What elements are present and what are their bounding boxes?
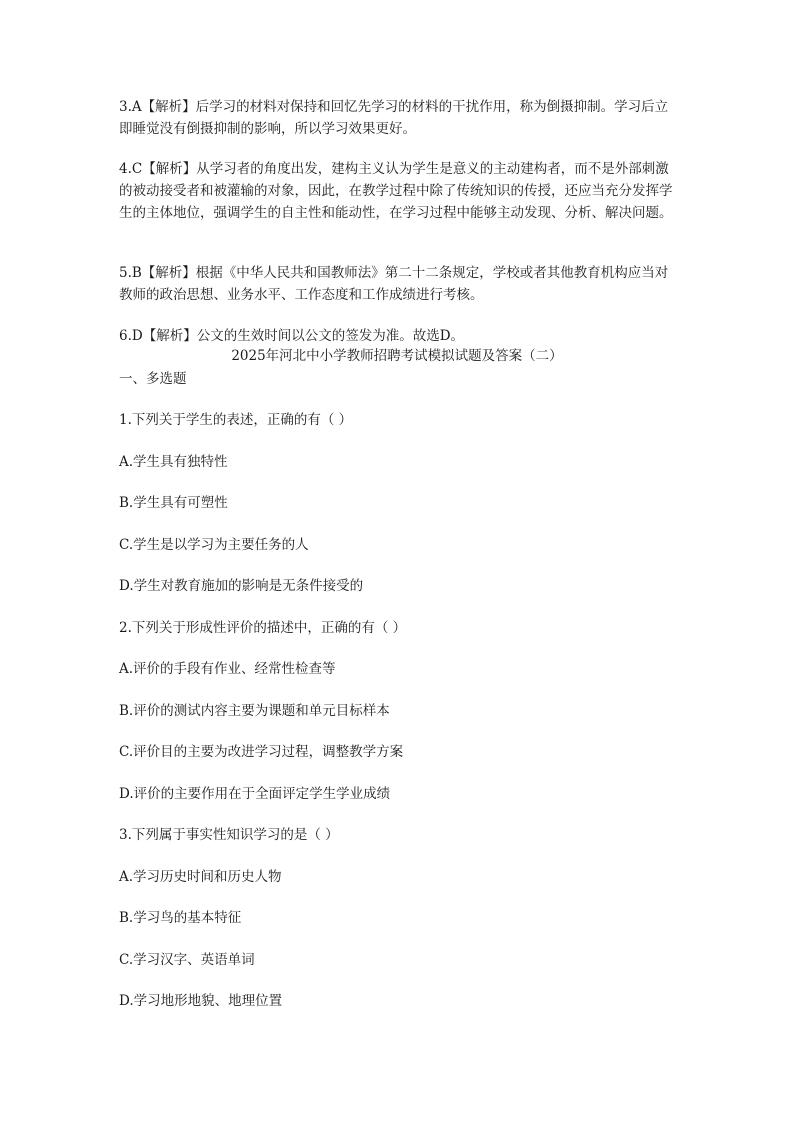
question-2-option-a: A.评价的手段有作业、经常性检查等 [119, 661, 336, 677]
question-1-option-d: D.学生对教育施加的影响是无条件接受的 [119, 578, 364, 594]
question-3-option-c: C.学习汉字、英语单词 [119, 952, 255, 968]
question-2-option-d: D.评价的主要作用在于全面评定学生学业成绩 [119, 786, 391, 802]
question-3-stem: 3.下列属于事实性知识学习的是（ ） [119, 827, 339, 843]
answer-analysis-3: 3.A【解析】后学习的材料对保持和回忆先学习的材料的干扰作用，称为倒摄抑制。学习后立即睡觉没有倒摄抑制的影响，所以学习效果更好。 [119, 99, 669, 137]
answer-analysis-5: 5.B【解析】根据《中华人民共和国教师法》第二十二条规定，学校或者其他教育机构应当对教师的政治思想、业务水平、工作态度和工作成绩进行考核。 [119, 265, 669, 303]
question-2-stem: 2.下列关于形成性评价的描述中，正确的有（ ） [119, 620, 407, 636]
question-3-option-a: A.学习历史时间和历史人物 [119, 869, 282, 885]
question-3-option-b: B.学习鸟的基本特征 [119, 910, 242, 926]
section-heading: 一、多选题 [119, 371, 187, 387]
question-2-option-b: B.评价的测试内容主要为课题和单元目标样本 [119, 703, 390, 719]
question-1-stem: 1.下列关于学生的表述，正确的有（ ） [119, 412, 353, 428]
answer-analysis-6: 6.D【解析】公文的生效时间以公文的签发为准。故选D。 [119, 328, 465, 344]
question-1-option-c: C.学生是以学习为主要任务的人 [119, 537, 309, 553]
question-3-option-d: D.学习地形地貌、地理位置 [119, 993, 283, 1009]
question-2-option-c: C.评价目的主要为改进学习过程，调整教学方案 [119, 744, 404, 760]
answer-analysis-4: 4.C【解析】从学习者的角度出发，建构主义认为学生是意义的主动建构者，而不是外部刺激的被动接受者和被灌输的对象，因此，在教学过程中除了传统知识的传授，还应当充分发挥学生的主体地位，强调学生的自主性和能动性，在学习过程中能够主动发现、分析、解决问题。 [119, 161, 673, 221]
section-title: 2025年河北中小学教师招聘考试模拟试题及答案（二） [231, 348, 563, 364]
question-1-option-a: A.学生具有独特性 [119, 454, 228, 470]
question-1-option-b: B.学生具有可塑性 [119, 495, 228, 511]
